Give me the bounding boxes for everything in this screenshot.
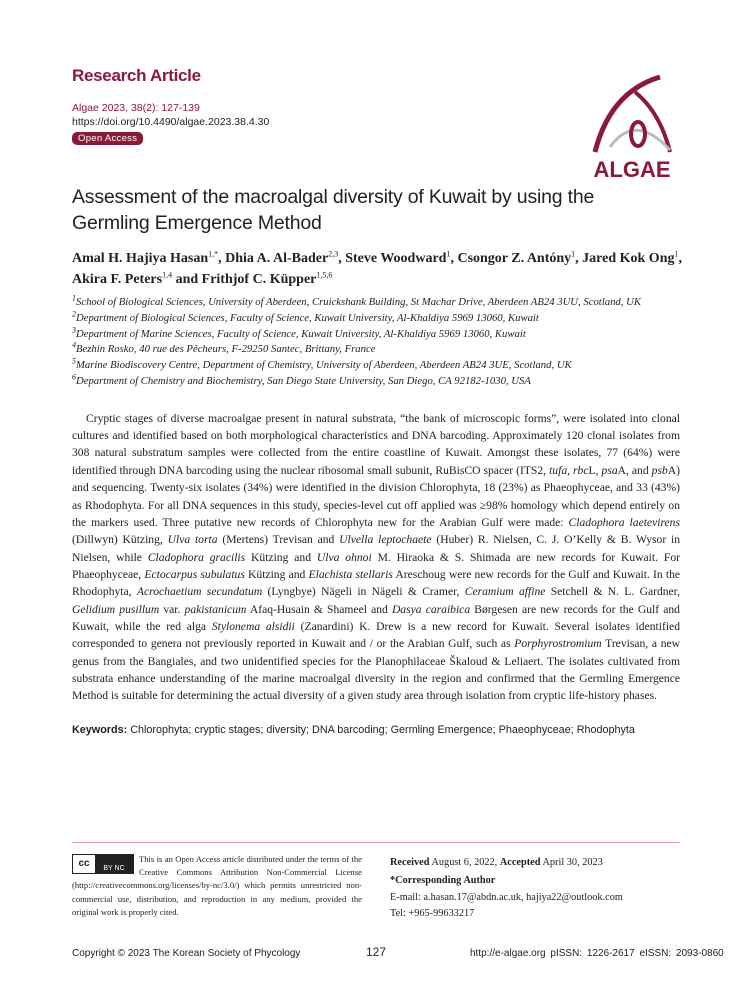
keywords-text: Chlorophyta; cryptic stages; diversity; DNA barcoding; Germling Emergence; Phaeophyceae; Rhodophyta bbox=[127, 723, 635, 736]
affiliation-number: 2 bbox=[72, 309, 76, 319]
affiliation bbox=[72, 374, 684, 390]
author-name: Amal H. Hajiya Hasan bbox=[72, 251, 209, 266]
algae-logo bbox=[590, 72, 675, 182]
author-affiliation-marker: 2,3 bbox=[328, 249, 339, 259]
corresponding-author: *Corresponding Author bbox=[390, 874, 496, 886]
cc-by-nc-icon bbox=[72, 854, 134, 874]
article-type: Research Article bbox=[72, 66, 201, 85]
affiliation bbox=[72, 311, 684, 327]
abstract-italic-term: Ulvella leptochaete bbox=[339, 533, 432, 547]
author-separator: , bbox=[338, 251, 346, 266]
author-name: Dhia A. Al-Bader bbox=[225, 251, 329, 266]
license-block bbox=[72, 853, 362, 919]
journal-info: http://e-algae.org pISSN: 1226-2617 eISSN: 2093-0860 bbox=[470, 948, 724, 959]
abstract-text: Børgesen are new records for the Gulf and Kuwait, while the red alga bbox=[72, 602, 680, 633]
author-affiliation-marker: 1 bbox=[446, 249, 451, 259]
affiliations bbox=[72, 295, 684, 390]
abstract-italic-term: psa bbox=[601, 463, 618, 477]
abstract-italic-term: psb bbox=[651, 463, 668, 477]
author-separator: , bbox=[678, 251, 682, 266]
author-list bbox=[72, 248, 684, 290]
abstract-text: , bbox=[567, 463, 574, 477]
affiliation bbox=[72, 358, 684, 374]
cc-badge-text: BY NC bbox=[95, 855, 133, 873]
author-affiliation-marker: 1,* bbox=[208, 249, 219, 259]
abstract-text: A, and bbox=[617, 463, 652, 477]
telephone: Tel: +965-99633217 bbox=[390, 907, 475, 919]
divider bbox=[72, 842, 680, 843]
affiliation-number: 6 bbox=[72, 372, 76, 382]
received-label: Received bbox=[390, 857, 430, 868]
abstract-italic-term: Gelidium pusillum bbox=[72, 602, 160, 616]
affiliation-text: School of Biological Sciences, University of Aberdeen, Cruickshank Building, St Machar Drive, Aberdeen AB24 3UU, Scotland, UK bbox=[76, 296, 641, 308]
received-date: August 6, 2022, bbox=[429, 857, 500, 868]
affiliation-text: Department of Marine Sciences, Faculty of Science, Kuwait University, Al-Khaldiya 5969 13060, Kuwait bbox=[76, 327, 526, 340]
abstract-text: Areschoug were new records for the Gulf and Kuwait. In the Rhodophyta, bbox=[72, 567, 681, 599]
abstract-italic-term: Acrochaetium secundatum bbox=[136, 585, 263, 599]
abstract-text: (Huber) R. Nielsen, C. J. O’Kelly & B. Wysor in Nielsen, while bbox=[72, 533, 681, 564]
abstract-text: (Mertens) Trevisan and bbox=[217, 533, 340, 547]
abstract-text: Kützing and bbox=[245, 550, 317, 564]
affiliation-number: 4 bbox=[72, 340, 76, 350]
abstract-italic-term: Porphyrostromium bbox=[514, 637, 602, 651]
author-separator: , bbox=[450, 251, 458, 266]
author-affiliation-marker: 1 bbox=[571, 249, 576, 259]
abstract-italic-term: Ectocarpus subulatus bbox=[144, 567, 245, 581]
affiliation-text: Department of Chemistry and Biochemistry, San Diego State University, San Diego, CA 92182-1030, USA bbox=[76, 374, 531, 387]
abstract-italic-term: Ulva ohnoi bbox=[316, 550, 372, 564]
license-text: This is an Open Access article distributed under the terms of the Creative Commons Attribution Non-Commercial License (http://creativecommons.org/licenses/by-nc/3.0/) which permits unrestricted non-commercial use, distribution, and reproduction in any medium, provided the original work is properly cited. bbox=[72, 854, 362, 917]
abstract-italic-term: Cladophora gracilis bbox=[147, 550, 246, 564]
doi-link[interactable]: https://doi.org/10.4490/algae.2023.38.4.30 bbox=[72, 116, 270, 128]
accepted-label: Accepted bbox=[499, 857, 541, 868]
abstract-italic-term: pakistanicum bbox=[184, 602, 247, 616]
abstract-italic-term: Cladophora laetevirens bbox=[568, 515, 680, 529]
main-content bbox=[72, 184, 684, 738]
affiliation-number: 5 bbox=[72, 356, 76, 366]
abstract-italic-term: tufa bbox=[549, 463, 568, 477]
accepted-date: April 30, 2023 bbox=[540, 857, 603, 868]
abstract-text: (Lyngbye) Nägeli in Nägeli & Cramer, bbox=[262, 585, 465, 599]
affiliation-text: Bezhin Rosko, 40 rue des Pêcheurs, F-29250 Santec, Brittany, France bbox=[76, 343, 376, 356]
abstract-text: Setchell & N. L. Gardner, bbox=[545, 585, 680, 599]
abstract-text: M. Hiraoka & S. Shimada are new records for Kuwait. For Phaeophyceae, bbox=[72, 550, 681, 581]
author-name: Steve Woodward bbox=[345, 251, 447, 266]
abstract-text: Trevisan, a new genus from the Bangiales, and two unidentified species for the Planophilaceae Škaloud & Leliaert. The isolates cultivated from substrata enhance understanding of the marine macroalgal diversity in the region and confirmed that the Germling Emergence Method is suitable for determining the actual diversity of a given study area through isolation from cryptic life-history phases. bbox=[72, 637, 681, 703]
abstract-italic-term: rbc bbox=[573, 463, 589, 477]
affiliation bbox=[72, 295, 684, 311]
affiliation bbox=[72, 327, 684, 343]
abstract-text: L, bbox=[588, 463, 602, 477]
email[interactable]: E-mail: a.hasan.17@abdn.ac.uk, hajiya22@outlook.com bbox=[390, 892, 623, 903]
paper-title: Assessment of the macroalgal diversity of Kuwait by using the Germling Emergence Method bbox=[72, 186, 595, 234]
author-name: Akira F. Peters bbox=[72, 272, 163, 287]
cc-mark: cc bbox=[73, 855, 95, 873]
abstract bbox=[72, 410, 680, 705]
author-name: Csongor Z. Antóny bbox=[457, 251, 572, 266]
citation: Algae 2023, 38(2): 127-139 bbox=[72, 102, 200, 114]
affiliation-text: Department of Biological Sciences, Faculty of Science, Kuwait University, Al-Khaldiya 5969 13060, Kuwait bbox=[76, 311, 539, 324]
author-affiliation-marker: 1,5,6 bbox=[316, 270, 333, 280]
abstract-text: (Zanardini) K. Drew is a new record for Kuwait. Several isolates identified corresponded to genera not previously reported in Kuwait and / or the Arabian Gulf, such as bbox=[72, 619, 681, 651]
author-name: Jared Kok Ong bbox=[582, 251, 675, 266]
abstract-text: A) and sequencing. Twenty-six isolates (34%) were identified in the division Chlorophyta, 18 (23%) as Phaeophyceae, and 33 (43%) as Rhodophyta. For all DNA sequences in this study, species-level cut off applied was ≥98% homology which depend entirely on the markers used. Three putative new records of Chlorophyta new for the Arabian Gulf were made: bbox=[72, 463, 681, 529]
affiliation-number: 3 bbox=[72, 325, 76, 335]
affiliation-number: 1 bbox=[72, 293, 76, 303]
copyright: Copyright © 2023 The Korean Society of Phycology bbox=[72, 948, 301, 959]
open-access-badge: Open Access bbox=[72, 132, 143, 145]
abstract-italic-term: Ceramium affine bbox=[464, 585, 546, 599]
keywords-label: Keywords: bbox=[72, 723, 128, 736]
abstract-italic-term: Stylonema alsidii bbox=[211, 619, 295, 633]
author-separator: , bbox=[218, 251, 226, 266]
affiliation-text: Marine Biodiscovery Centre, Department of Chemistry, University of Aberdeen, Aberdeen AB24 3UE, Scotland, UK bbox=[76, 359, 572, 372]
author-separator: and bbox=[172, 272, 202, 287]
keywords bbox=[72, 723, 684, 738]
author-name: Frithjof C. Küpper bbox=[201, 272, 317, 287]
received-info bbox=[390, 855, 690, 921]
author-affiliation-marker: 1,4 bbox=[162, 270, 173, 280]
abstract-text: Afaq-Husain & Shameel and bbox=[246, 602, 392, 616]
page-number: 127 bbox=[366, 945, 387, 959]
svg-text:ALGAE: ALGAE bbox=[593, 157, 671, 182]
author-affiliation-marker: 1 bbox=[674, 249, 679, 259]
author-separator: , bbox=[575, 251, 583, 266]
abstract-text: var. bbox=[159, 602, 185, 616]
abstract-text: Kützing and bbox=[244, 567, 309, 581]
abstract-text: Cryptic stages of diverse macroalgae present in natural substrata, “the bank of microscopic forms”, were isolated into clonal cultures and identified based on both morphological characteristics and DNA barcoding. Approximately 120 clonal isolates from 308 natural substratum samples were collected from the entire coastline of Kuwait. Amongst these isolates, 77 (64%) were identified through DNA barcoding using the nuclear ribosomal small subunit, RuBisCO spacer (ITS2, bbox=[72, 411, 680, 477]
abstract-italic-term: Dasya caraibica bbox=[391, 602, 471, 616]
abstract-italic-term: Elachista stellaris bbox=[308, 567, 393, 581]
affiliation bbox=[72, 342, 684, 358]
abstract-text: (Dillwyn) Kützing, bbox=[72, 533, 168, 547]
abstract-italic-term: Ulva torta bbox=[167, 533, 218, 547]
